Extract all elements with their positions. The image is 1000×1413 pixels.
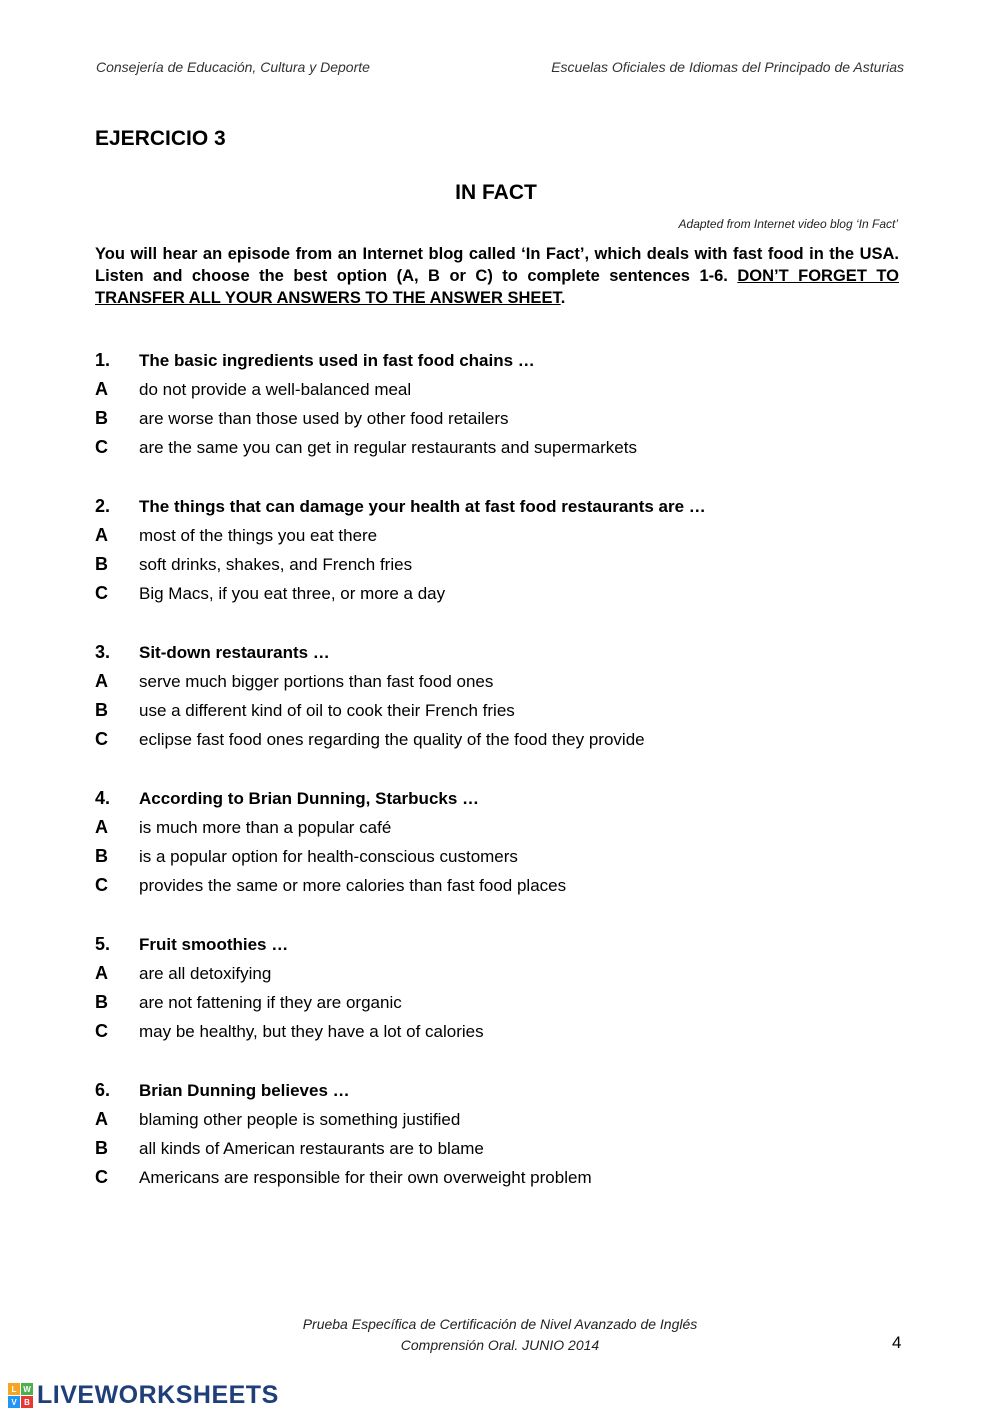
option-key: B <box>95 1138 108 1158</box>
option-text: Americans are responsible for their own overweight problem <box>139 1167 592 1187</box>
option-text: may be healthy, but they have a lot of calories <box>139 1021 484 1041</box>
document-title: IN FACT <box>455 181 537 204</box>
header-left: Consejería de Educación, Cultura y Deporte <box>96 59 370 75</box>
question-6 <box>95 1076 905 1192</box>
option-key: C <box>95 583 108 603</box>
option-b[interactable] <box>95 696 905 725</box>
option-key: B <box>95 700 108 720</box>
exercise-title: EJERCICIO 3 <box>95 127 226 150</box>
logo-cell: L <box>8 1383 20 1395</box>
option-key: C <box>95 1167 108 1187</box>
option-c[interactable] <box>95 433 905 462</box>
option-key: A <box>95 817 108 837</box>
logo-cell: V <box>8 1396 20 1408</box>
footer-line-2: Comprensión Oral. JUNIO 2014 <box>400 1337 600 1353</box>
footer-line-1: Prueba Específica de Certificación de Nivel Avanzado de Inglés <box>302 1316 698 1332</box>
option-b[interactable] <box>95 404 905 433</box>
instructions <box>95 243 899 309</box>
question-stem <box>95 1076 905 1105</box>
question-stem <box>95 930 905 959</box>
option-b[interactable] <box>95 842 905 871</box>
footer <box>0 1314 1000 1356</box>
question-number: 1. <box>95 350 111 370</box>
option-text: serve much bigger portions than fast food ones <box>139 671 494 691</box>
option-key: B <box>95 408 108 428</box>
question-number: 3. <box>95 642 111 662</box>
option-key: A <box>95 1109 108 1129</box>
header-right: Escuelas Oficiales de Idiomas del Principado de Asturias <box>551 59 904 75</box>
option-text: most of the things you eat there <box>139 525 378 545</box>
option-a[interactable] <box>95 521 905 550</box>
option-key: B <box>95 846 108 866</box>
option-key: C <box>95 729 108 749</box>
option-text: Big Macs, if you eat three, or more a day <box>139 583 446 603</box>
option-a[interactable] <box>95 375 905 404</box>
question-list <box>95 346 905 1222</box>
liveworksheets-brand[interactable] <box>8 1381 279 1410</box>
question-text: The things that can damage your health at fast food restaurants are … <box>139 496 706 516</box>
question-number: 2. <box>95 496 111 516</box>
option-text: is much more than a popular café <box>139 817 392 837</box>
option-text: are not fattening if they are organic <box>139 992 402 1012</box>
option-text: are the same you can get in regular restaurants and supermarkets <box>139 437 637 457</box>
source-credit: Adapted from Internet video blog ‘In Fact’ <box>678 217 898 231</box>
question-stem <box>95 346 905 375</box>
logo-cell: B <box>21 1396 33 1408</box>
question-text: Sit-down restaurants … <box>139 642 330 662</box>
option-key: A <box>95 525 108 545</box>
logo-cell: W <box>21 1383 33 1395</box>
option-c[interactable] <box>95 1017 905 1046</box>
option-text: use a different kind of oil to cook their French fries <box>139 700 515 720</box>
option-key: C <box>95 875 108 895</box>
option-text: are all detoxifying <box>139 963 272 983</box>
option-c[interactable] <box>95 1163 905 1192</box>
option-key: A <box>95 671 108 691</box>
option-key: B <box>95 992 108 1012</box>
option-c[interactable] <box>95 725 905 754</box>
option-key: A <box>95 963 108 983</box>
option-text: is a popular option for health-conscious customers <box>139 846 518 866</box>
option-key: C <box>95 437 108 457</box>
question-stem <box>95 784 905 813</box>
option-text: do not provide a well-balanced meal <box>139 379 412 399</box>
question-4 <box>95 784 905 900</box>
option-b[interactable] <box>95 550 905 579</box>
question-number: 4. <box>95 788 111 808</box>
question-text: The basic ingredients used in fast food chains … <box>139 350 535 370</box>
question-stem <box>95 492 905 521</box>
option-text: all kinds of American restaurants are to blame <box>139 1138 484 1158</box>
option-b[interactable] <box>95 1134 905 1163</box>
option-text: are worse than those used by other food retailers <box>139 408 509 428</box>
question-number: 5. <box>95 934 111 954</box>
option-a[interactable] <box>95 959 905 988</box>
option-key: A <box>95 379 108 399</box>
question-1 <box>95 346 905 462</box>
question-stem <box>95 638 905 667</box>
brand-name: LIVEWORKSHEETS <box>37 1381 279 1409</box>
question-text: Fruit smoothies … <box>139 934 289 954</box>
option-b[interactable] <box>95 988 905 1017</box>
option-text: blaming other people is something justified <box>139 1109 461 1129</box>
option-key: B <box>95 554 108 574</box>
liveworksheets-logo-icon <box>8 1383 33 1408</box>
page-number: 4 <box>892 1333 902 1352</box>
option-a[interactable] <box>95 1105 905 1134</box>
question-number: 6. <box>95 1080 111 1100</box>
question-2 <box>95 492 905 608</box>
question-5 <box>95 930 905 1046</box>
option-a[interactable] <box>95 667 905 696</box>
option-text: soft drinks, shakes, and French fries <box>139 554 413 574</box>
option-text: eclipse fast food ones regarding the quality of the food they provide <box>139 729 645 749</box>
instructions-end: . <box>560 289 566 307</box>
question-text: According to Brian Dunning, Starbucks … <box>139 788 480 808</box>
option-a[interactable] <box>95 813 905 842</box>
instructions-underlined: DON’T FORGET TO TRANSFER ALL YOUR ANSWERS TO THE ANSWER SHEET <box>95 267 899 307</box>
option-c[interactable] <box>95 579 905 608</box>
option-text: provides the same or more calories than fast food places <box>139 875 567 895</box>
instructions-text: You will hear an episode from an Internet blog called ‘In Fact’, which deals with fast food in the USA. Listen and choose the best option (A, B or C) to complete sentences 1-6. <box>95 245 899 285</box>
option-c[interactable] <box>95 871 905 900</box>
option-key: C <box>95 1021 108 1041</box>
question-3 <box>95 638 905 754</box>
question-text: Brian Dunning believes … <box>139 1080 350 1100</box>
